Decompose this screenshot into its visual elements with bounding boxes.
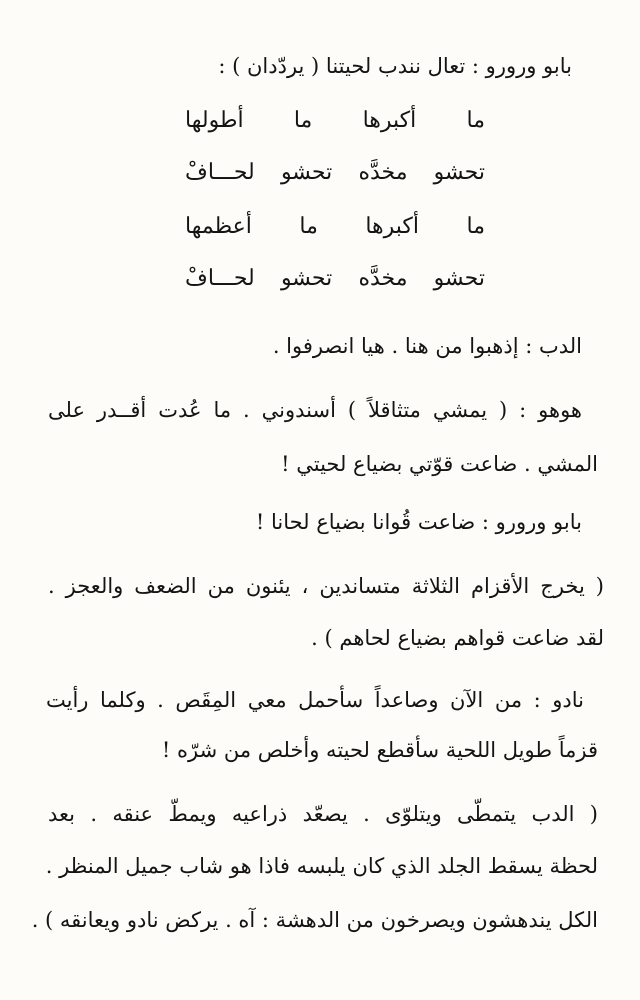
speech-babo-ruru-line-1: بابو ورورو : ضاعت قُوانا بضياع لحانا !: [255, 510, 582, 534]
verse-word: تحشو: [433, 160, 485, 185]
verse-word: أعظمها: [185, 214, 252, 239]
speech-nado-line-2: قزماً طويل اللحية سأقطع لحيته وأخلص من شرّه !: [161, 738, 598, 762]
verse-line-2: [185, 158, 485, 188]
verse-word: مخدَّه: [358, 266, 408, 291]
verse-line-3: [185, 212, 485, 242]
verse-word: أطولها: [185, 108, 244, 133]
verse-word: لحـــافْ: [185, 266, 255, 291]
verse-word: ما: [293, 108, 313, 133]
verse-word: أكبرها: [362, 108, 417, 133]
stage-direction-1-line-1: ( يخرج الأقزام الثلاثة متساندين ، يئنون من الضعف والعجز .: [48, 574, 604, 598]
verse-word: تحشو: [280, 266, 333, 291]
speech-nado-line-1: نادو : من الآن وصاعداً سأحمل معي المِقَص . وكلما رأيت: [46, 688, 584, 712]
verse-word: تحشو: [433, 266, 485, 291]
stage-direction-1-line-2: لقد ضاعت قواهم بضياع لحاهم ) .: [311, 626, 604, 650]
verse-word: ما: [466, 108, 485, 133]
speech-hoho-line-2: المشي . ضاعت قوّتي بضياع لحيتي !: [281, 452, 598, 476]
verse-line-4: [185, 264, 485, 294]
verse-word: مخدَّه: [358, 160, 408, 185]
speech-babo-ruru-intro: بابو ورورو : تعال نندب لحيتنا ( يردّدان ) :: [218, 54, 572, 78]
stage-direction-2-line-3: الكل يندهشون ويصرخون من الدهشة : آه . يركض نادو ويعانقه ) .: [31, 908, 598, 932]
verse-word: لحـــافْ: [185, 160, 255, 185]
stage-direction-2-line-1: ( الدب يتمطّى ويتلوّى . يصعّد ذراعيه ويمطّ عنقه . بعد: [48, 802, 598, 826]
speech-bear-line-1: الدب : إذهبوا من هنا . هيا انصرفوا .: [272, 334, 582, 358]
verse-word: أكبرها: [365, 214, 420, 239]
verse-word: تحشو: [280, 160, 333, 185]
verse-line-1: [185, 106, 485, 136]
speech-hoho-line-1: هوهو : ( يمشي متثاقلاً ) أسندوني . ما عُدت أقــدر على: [48, 398, 582, 422]
stage-direction-2-line-2: لحظة يسقط الجلد الذي كان يلبسه فاذا هو شاب جميل المنظر .: [45, 854, 598, 878]
verse-word: ما: [466, 214, 485, 239]
verse-word: ما: [299, 214, 318, 239]
